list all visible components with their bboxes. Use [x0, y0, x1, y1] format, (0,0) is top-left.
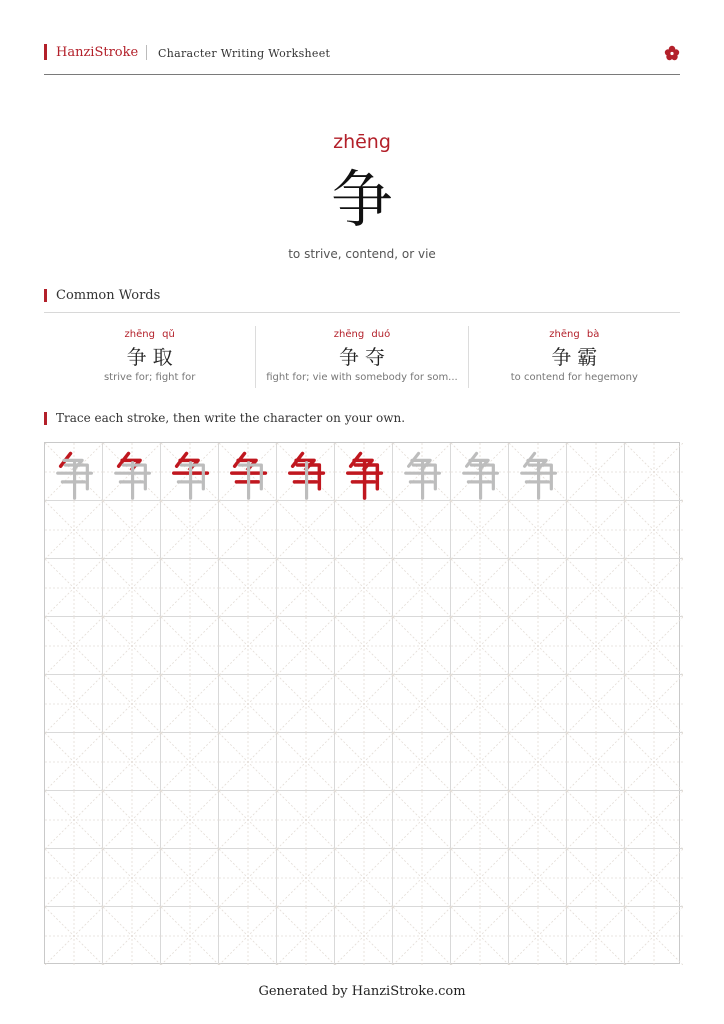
- section-accent-bar: [44, 289, 47, 302]
- cell-guide-lines: [103, 849, 161, 907]
- cell-guide-lines: [625, 559, 683, 617]
- cell-guide-lines: [625, 443, 683, 501]
- writing-cell[interactable]: [567, 617, 625, 675]
- cell-guide-lines: [277, 849, 335, 907]
- writing-cell[interactable]: [277, 617, 335, 675]
- writing-cell[interactable]: [509, 617, 567, 675]
- writing-cell[interactable]: [103, 849, 161, 907]
- cell-guide-lines: [393, 559, 451, 617]
- writing-cell[interactable]: [219, 559, 277, 617]
- word-hanzi: 争霸: [551, 345, 604, 369]
- writing-cell[interactable]: [335, 559, 393, 617]
- cell-guide-lines: [509, 849, 567, 907]
- writing-cell[interactable]: [103, 617, 161, 675]
- writing-cell[interactable]: [393, 907, 451, 965]
- writing-cell[interactable]: [567, 791, 625, 849]
- cell-guide-lines: [451, 733, 509, 791]
- cell-guide-lines: [161, 501, 219, 559]
- cell-guide-lines: [161, 849, 219, 907]
- cell-guide-lines: [277, 675, 335, 733]
- practice-row: [45, 849, 681, 907]
- cell-guide-lines: [45, 675, 103, 733]
- writing-cell[interactable]: [219, 907, 277, 965]
- writing-cell[interactable]: [393, 791, 451, 849]
- writing-cell[interactable]: [219, 617, 277, 675]
- stroke-order-step: [219, 443, 277, 501]
- writing-cell[interactable]: [451, 559, 509, 617]
- writing-cell[interactable]: [451, 849, 509, 907]
- cell-guide-lines: [45, 559, 103, 617]
- cell-guide-lines: [103, 791, 161, 849]
- cell-guide-lines: [161, 907, 219, 965]
- writing-cell[interactable]: [451, 501, 509, 559]
- practice-row: [45, 907, 681, 965]
- cell-guide-lines: [161, 675, 219, 733]
- writing-cell[interactable]: [45, 501, 103, 559]
- cell-guide-lines: [451, 907, 509, 965]
- section-accent-bar: [44, 412, 47, 425]
- writing-cell[interactable]: [509, 791, 567, 849]
- cell-guide-lines: [45, 501, 103, 559]
- cell-guide-lines: [509, 791, 567, 849]
- word-pinyin: zhēng bà: [549, 329, 600, 340]
- writing-cell[interactable]: [277, 559, 335, 617]
- cell-guide-lines: [219, 791, 277, 849]
- cell-guide-lines: [161, 791, 219, 849]
- writing-cell[interactable]: [335, 617, 393, 675]
- writing-cell[interactable]: [219, 849, 277, 907]
- cell-guide-lines: [335, 617, 393, 675]
- stroke-order-step: [277, 443, 335, 501]
- practice-row: [45, 733, 681, 791]
- cell-guide-lines: [625, 733, 683, 791]
- cell-guide-lines: [509, 501, 567, 559]
- cell-guide-lines: [103, 559, 161, 617]
- writing-cell[interactable]: [219, 675, 277, 733]
- cell-guide-lines: [103, 907, 161, 965]
- writing-cell[interactable]: [219, 791, 277, 849]
- writing-cell[interactable]: [161, 791, 219, 849]
- writing-cell[interactable]: [625, 617, 683, 675]
- writing-cell[interactable]: [45, 849, 103, 907]
- cell-guide-lines: [335, 907, 393, 965]
- cell-guide-lines: [509, 733, 567, 791]
- cell-guide-lines: [219, 559, 277, 617]
- plum-blossom-icon: [664, 45, 680, 61]
- writing-cell[interactable]: [161, 617, 219, 675]
- stroke-order-step: [103, 443, 161, 501]
- writing-cell[interactable]: [451, 733, 509, 791]
- cell-guide-lines: [103, 733, 161, 791]
- writing-cell[interactable]: [509, 443, 567, 501]
- writing-cell[interactable]: [625, 675, 683, 733]
- writing-cell[interactable]: [567, 559, 625, 617]
- cell-guide-lines: [625, 849, 683, 907]
- writing-cell[interactable]: [103, 443, 161, 501]
- cell-guide-lines: [567, 675, 625, 733]
- word-pinyin: zhēng qǔ: [124, 329, 175, 340]
- cell-guide-lines: [567, 501, 625, 559]
- common-words-list: [44, 326, 680, 388]
- cell-guide-lines: [451, 501, 509, 559]
- writing-cell[interactable]: [103, 501, 161, 559]
- writing-cell[interactable]: [393, 501, 451, 559]
- writing-cell[interactable]: [45, 559, 103, 617]
- writing-cell[interactable]: [451, 443, 509, 501]
- stroke-order-row: [45, 443, 681, 501]
- writing-cell[interactable]: [161, 675, 219, 733]
- practice-grid: [44, 442, 680, 964]
- word-hanzi: 争取: [126, 345, 179, 369]
- practice-row: [45, 791, 681, 849]
- cell-guide-lines: [625, 501, 683, 559]
- writing-cell[interactable]: [45, 907, 103, 965]
- writing-cell[interactable]: [161, 733, 219, 791]
- writing-cell[interactable]: [393, 617, 451, 675]
- cell-guide-lines: [335, 791, 393, 849]
- writing-cell[interactable]: [335, 501, 393, 559]
- cell-guide-lines: [567, 559, 625, 617]
- cell-guide-lines: [509, 617, 567, 675]
- writing-cell[interactable]: [161, 501, 219, 559]
- cell-guide-lines: [567, 443, 625, 501]
- writing-cell[interactable]: [625, 559, 683, 617]
- stroke-order-step: [335, 443, 393, 501]
- cell-guide-lines: [567, 849, 625, 907]
- writing-cell[interactable]: [161, 443, 219, 501]
- writing-cell[interactable]: [393, 849, 451, 907]
- character-hanzi: 争: [330, 163, 393, 236]
- writing-cell[interactable]: [335, 733, 393, 791]
- header-divider: [146, 45, 147, 60]
- word-card: [468, 326, 680, 388]
- writing-cell[interactable]: [335, 443, 393, 501]
- cell-guide-lines: [451, 559, 509, 617]
- footer-credit: Generated by HanziStroke.com: [258, 984, 466, 999]
- cell-guide-lines: [451, 791, 509, 849]
- brand-accent-bar: [44, 44, 47, 60]
- writing-cell[interactable]: [451, 791, 509, 849]
- writing-cell[interactable]: [451, 907, 509, 965]
- word-pinyin: zhēng duó: [333, 329, 391, 340]
- word-meaning: fight for; vie with somebody for som...: [266, 372, 458, 383]
- common-words-heading: [44, 288, 680, 313]
- writing-cell[interactable]: [625, 791, 683, 849]
- writing-cell[interactable]: [277, 443, 335, 501]
- cell-guide-lines: [335, 849, 393, 907]
- cell-guide-lines: [451, 617, 509, 675]
- writing-cell[interactable]: [161, 559, 219, 617]
- brand-name[interactable]: HanziStroke: [56, 45, 139, 60]
- writing-cell[interactable]: [393, 443, 451, 501]
- cell-guide-lines: [45, 907, 103, 965]
- cell-guide-lines: [509, 907, 567, 965]
- cell-guide-lines: [335, 675, 393, 733]
- practice-row: [45, 501, 681, 559]
- character-pinyin: zhēng: [333, 131, 391, 153]
- writing-cell[interactable]: [625, 733, 683, 791]
- cell-guide-lines: [219, 501, 277, 559]
- writing-cell[interactable]: [393, 559, 451, 617]
- writing-cell[interactable]: [45, 443, 103, 501]
- writing-cell[interactable]: [219, 501, 277, 559]
- stroke-order-step: [161, 443, 219, 501]
- writing-cell[interactable]: [277, 733, 335, 791]
- cell-guide-lines: [219, 907, 277, 965]
- cell-guide-lines: [219, 849, 277, 907]
- writing-cell[interactable]: [103, 907, 161, 965]
- writing-cell[interactable]: [567, 907, 625, 965]
- cell-guide-lines: [335, 501, 393, 559]
- cell-guide-lines: [45, 733, 103, 791]
- word-card: [255, 326, 467, 388]
- worksheet-title: Character Writing Worksheet: [158, 47, 331, 60]
- writing-cell[interactable]: [509, 733, 567, 791]
- writing-cell[interactable]: [509, 675, 567, 733]
- cell-guide-lines: [277, 733, 335, 791]
- writing-cell[interactable]: [219, 443, 277, 501]
- word-hanzi: 争夺: [338, 345, 391, 369]
- writing-cell[interactable]: [335, 849, 393, 907]
- practice-heading: [44, 411, 680, 431]
- worksheet-header: [44, 42, 680, 75]
- writing-cell[interactable]: [567, 849, 625, 907]
- cell-guide-lines: [335, 733, 393, 791]
- cell-guide-lines: [509, 559, 567, 617]
- cell-guide-lines: [625, 791, 683, 849]
- cell-guide-lines: [45, 617, 103, 675]
- writing-cell[interactable]: [567, 675, 625, 733]
- cell-guide-lines: [45, 849, 103, 907]
- writing-cell[interactable]: [45, 675, 103, 733]
- cell-guide-lines: [509, 675, 567, 733]
- cell-guide-lines: [393, 733, 451, 791]
- cell-guide-lines: [103, 675, 161, 733]
- cell-guide-lines: [567, 617, 625, 675]
- writing-cell[interactable]: [335, 907, 393, 965]
- writing-cell[interactable]: [567, 501, 625, 559]
- cell-guide-lines: [451, 675, 509, 733]
- cell-guide-lines: [393, 849, 451, 907]
- stroke-order-step: [45, 443, 103, 501]
- cell-guide-lines: [277, 907, 335, 965]
- writing-cell[interactable]: [103, 559, 161, 617]
- cell-guide-lines: [625, 907, 683, 965]
- writing-cell[interactable]: [277, 791, 335, 849]
- cell-guide-lines: [277, 791, 335, 849]
- writing-cell[interactable]: [451, 675, 509, 733]
- word-meaning: to contend for hegemony: [510, 372, 638, 383]
- cell-guide-lines: [277, 501, 335, 559]
- practice-row: [45, 559, 681, 617]
- writing-cell[interactable]: [103, 675, 161, 733]
- cell-guide-lines: [161, 733, 219, 791]
- cell-guide-lines: [161, 559, 219, 617]
- word-card: [44, 326, 255, 388]
- cell-guide-lines: [103, 617, 161, 675]
- writing-cell[interactable]: [103, 791, 161, 849]
- writing-cell[interactable]: [393, 675, 451, 733]
- writing-cell[interactable]: [277, 849, 335, 907]
- cell-guide-lines: [45, 791, 103, 849]
- cell-guide-lines: [625, 675, 683, 733]
- writing-cell[interactable]: [277, 675, 335, 733]
- cell-guide-lines: [393, 907, 451, 965]
- writing-cell[interactable]: [509, 849, 567, 907]
- writing-cell[interactable]: [45, 733, 103, 791]
- practice-row: [45, 675, 681, 733]
- cell-guide-lines: [335, 559, 393, 617]
- cell-guide-lines: [567, 907, 625, 965]
- writing-cell[interactable]: [625, 501, 683, 559]
- writing-cell[interactable]: [509, 559, 567, 617]
- cell-guide-lines: [219, 617, 277, 675]
- cell-guide-lines: [393, 791, 451, 849]
- writing-cell[interactable]: [277, 501, 335, 559]
- cell-guide-lines: [219, 675, 277, 733]
- cell-guide-lines: [393, 501, 451, 559]
- writing-cell[interactable]: [161, 849, 219, 907]
- trace-character: [393, 443, 451, 501]
- trace-character: [509, 443, 567, 501]
- writing-cell[interactable]: [567, 733, 625, 791]
- cell-guide-lines: [567, 791, 625, 849]
- writing-cell[interactable]: [335, 791, 393, 849]
- cell-guide-lines: [393, 617, 451, 675]
- writing-cell[interactable]: [509, 907, 567, 965]
- writing-cell[interactable]: [625, 849, 683, 907]
- writing-cell[interactable]: [335, 675, 393, 733]
- cell-guide-lines: [567, 733, 625, 791]
- writing-cell[interactable]: [277, 907, 335, 965]
- writing-cell[interactable]: [393, 733, 451, 791]
- writing-cell[interactable]: [219, 733, 277, 791]
- practice-instruction: Trace each stroke, then write the character on your own.: [56, 411, 406, 425]
- cell-guide-lines: [161, 617, 219, 675]
- writing-cell[interactable]: [451, 617, 509, 675]
- writing-cell[interactable]: [567, 443, 625, 501]
- writing-cell[interactable]: [45, 617, 103, 675]
- writing-cell[interactable]: [103, 733, 161, 791]
- writing-cell[interactable]: [509, 501, 567, 559]
- cell-guide-lines: [393, 675, 451, 733]
- writing-cell[interactable]: [625, 443, 683, 501]
- cell-guide-lines: [451, 849, 509, 907]
- writing-cell[interactable]: [161, 907, 219, 965]
- word-meaning: strive for; fight for: [103, 372, 196, 383]
- writing-cell[interactable]: [45, 791, 103, 849]
- writing-cell[interactable]: [625, 907, 683, 965]
- cell-guide-lines: [625, 617, 683, 675]
- cell-guide-lines: [277, 559, 335, 617]
- practice-row: [45, 617, 681, 675]
- trace-character: [451, 443, 509, 501]
- cell-guide-lines: [103, 501, 161, 559]
- common-words-title: Common Words: [56, 288, 161, 303]
- cell-guide-lines: [219, 733, 277, 791]
- character-meaning: to strive, contend, or vie: [288, 247, 436, 261]
- cell-guide-lines: [277, 617, 335, 675]
